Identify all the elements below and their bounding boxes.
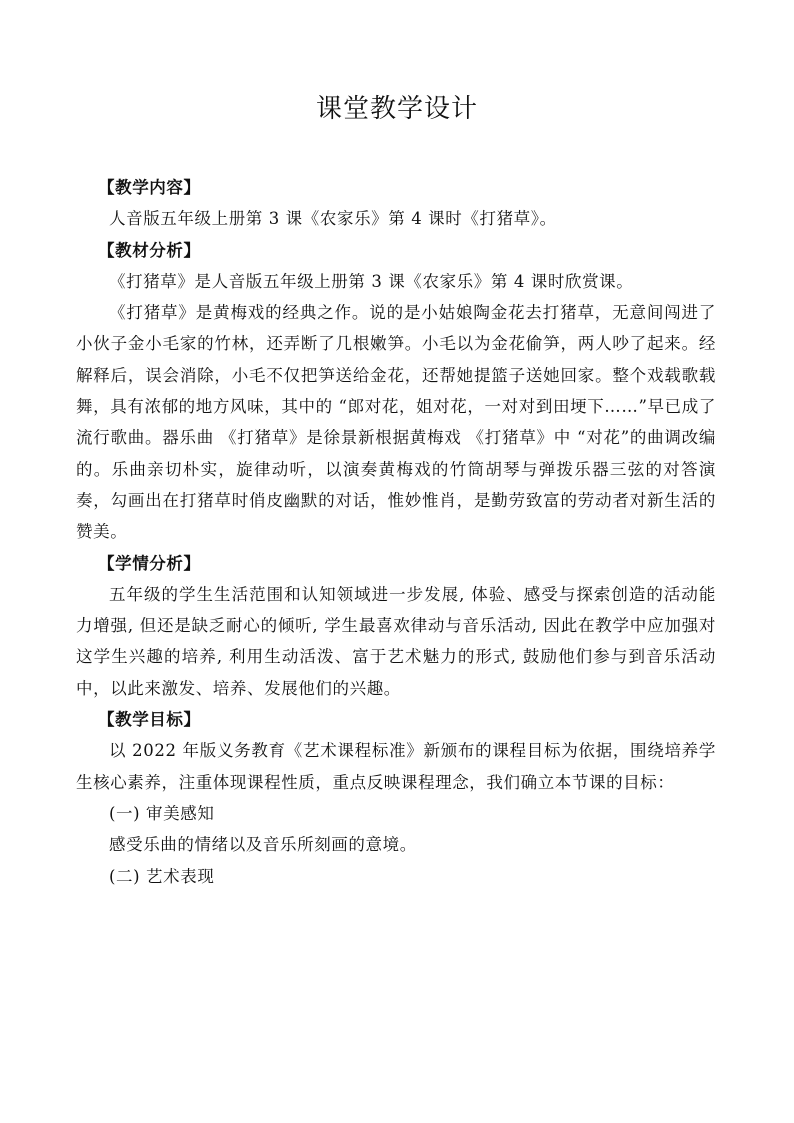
goal-aesthetic-perception-text: 感受乐曲的情绪以及音乐所刻画的意境。 [109,835,417,855]
teaching-goals-intro: 以 2022 年版义务教育《艺术课程标准》新颁布的课程目标为依据，围绕培养学生核心素养，注重体现课程性质，重点反映课程理念，我们确立本节课的目标： [76,741,716,792]
section-heading-teaching-content: 【教学内容】 [98,178,201,197]
document-body [76,172,716,892]
page-title: 课堂教学设计 [315,94,478,124]
student-analysis-text: 五年级的学生生活范围和认知领域进一步发展, 体验、感受与探索创造的活动能力增强, 但还是缺乏耐心的倾听, 学生最喜欢律动与音乐活动, 因此在教学中应加强对这学生兴趣的培养, 利用生动活泼、富于艺术魅力的形式, 鼓励他们参与到音乐活动中，以此来激发、培养、发展他们的兴趣。 [76,584,716,698]
goal-aesthetic-perception-title: (一) 审美感知 [109,803,215,823]
section-heading-student-analysis: 【学情分析】 [98,553,201,573]
goal-artistic-expression-title: (二) 艺术表现 [109,866,215,886]
material-analysis-detail: 《打猪草》是黄梅戏的经典之作。说的是小姑娘陶金花去打猪草，无意间闯进了小伙子金小毛家的竹林，还弄断了几根嫩笋。小毛以为金花偷笋，两人吵了起来。经解释后，误会消除，小毛不仅把笋送给金花，还帮她提篮子送她回家。整个戏载歌载舞，具有浓郁的地方风味，其中的 “郎对花，姐对花，一对对到田埂下……”早已成了流行歌曲。器乐曲 《打猪草》是徐景新根据黄梅戏 《打猪草》中 “对花”的曲调改编的。乐曲亲切朴实，旋律动听，以演奏黄梅戏的竹筒胡琴与弹拨乐器三弦的对答演奏，勾画出在打猪草时俏皮幽默的对话，惟妙惟肖，是勤劳致富的劳动者对新生活的赞美。 [76,303,716,542]
section-heading-material-analysis: 【教材分析】 [98,240,201,260]
teaching-content-text: 人音版五年级上册第 3 课《农家乐》第 4 课时《打猪草》。 [109,209,557,229]
material-analysis-intro: 《打猪草》是人音版五年级上册第 3 课《农家乐》第 4 课时欣赏课。 [109,271,634,291]
section-heading-teaching-goals: 【教学目标】 [98,710,201,730]
